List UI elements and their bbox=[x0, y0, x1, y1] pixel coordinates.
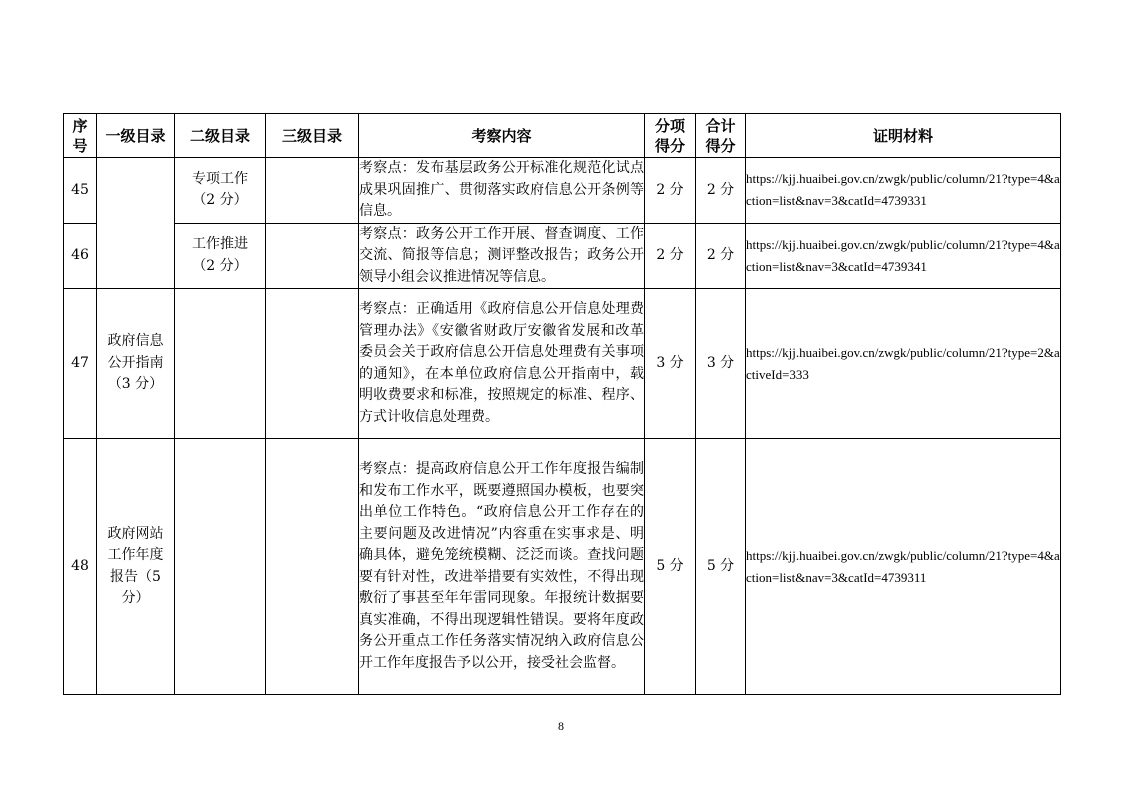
table-row bbox=[64, 223, 1061, 289]
row-content: 考察点：政务公开工作开展、督查调度、工作交流、简报等信息；测评整改报告；政务公开领导小组会议推进情况等信息。 bbox=[359, 223, 645, 289]
row-index: 48 bbox=[64, 439, 97, 695]
table-row bbox=[64, 289, 1061, 439]
header-evidence: 证明材料 bbox=[746, 114, 1061, 158]
table-row bbox=[64, 439, 1061, 695]
row-total-score: 2 分 bbox=[696, 223, 746, 289]
row-index: 45 bbox=[64, 158, 97, 224]
header-level1: 一级目录 bbox=[97, 114, 175, 158]
row-content: 考察点：正确适用《政府信息公开信息处理费管理办法》《安徽省财政厅安徽省发展和改革委员会关于政府信息公开信息处理费有关事项的通知》，在本单位政府信息公开指南中，载明收费要求和标准，按照规定的标准、程序、方式计收信息处理费。 bbox=[359, 289, 645, 439]
header-total-score: 合计得分 bbox=[696, 114, 746, 158]
row-level3 bbox=[266, 223, 359, 289]
row-level2: 专项工作（2 分） bbox=[175, 158, 266, 224]
row-level2 bbox=[175, 289, 266, 439]
page-number: 8 bbox=[558, 719, 564, 733]
row-level1: 政府网站工作年度报告（5 分） bbox=[97, 439, 175, 695]
row-evidence-link[interactable]: https://kjj.huaibei.gov.cn/zwgk/public/column/21?type=4&action=list&nav=3&catId=4739341 bbox=[746, 223, 1061, 289]
row-level3 bbox=[266, 439, 359, 695]
header-content: 考察内容 bbox=[359, 114, 645, 158]
row-level2 bbox=[175, 439, 266, 695]
assessment-table bbox=[63, 113, 1061, 695]
row-content: 考察点：发布基层政务公开标准化规范化试点成果巩固推广、贯彻落实政府信息公开条例等信息。 bbox=[359, 158, 645, 224]
header-row bbox=[64, 114, 1061, 158]
row-index: 47 bbox=[64, 289, 97, 439]
row-index: 46 bbox=[64, 223, 97, 289]
row-level1 bbox=[97, 158, 175, 289]
row-evidence-link[interactable]: https://kjj.huaibei.gov.cn/zwgk/public/column/21?type=2&activeId=333 bbox=[746, 289, 1061, 439]
row-item-score: 2 分 bbox=[645, 223, 696, 289]
row-evidence-link[interactable]: https://kjj.huaibei.gov.cn/zwgk/public/column/21?type=4&action=list&nav=3&catId=4739331 bbox=[746, 158, 1061, 224]
header-item-score: 分项得分 bbox=[645, 114, 696, 158]
row-item-score: 2 分 bbox=[645, 158, 696, 224]
row-evidence-link[interactable]: https://kjj.huaibei.gov.cn/zwgk/public/column/21?type=4&action=list&nav=3&catId=4739311 bbox=[746, 439, 1061, 695]
header-index: 序号 bbox=[64, 114, 97, 158]
row-level2: 工作推进（2 分） bbox=[175, 223, 266, 289]
row-item-score: 5 分 bbox=[645, 439, 696, 695]
row-total-score: 3 分 bbox=[696, 289, 746, 439]
row-content: 考察点：提高政府信息公开工作年度报告编制和发布工作水平，既要遵照国办模板，也要突出单位工作特色。“政府信息公开工作存在的主要问题及改进情况”内容重在实事求是、明确具体，避免笼统模糊、泛泛而谈。查找问题要有针对性，改进举措要有实效性，不得出现敷衍了事甚至年年雷同现象。年报统计数据要真实准确，不得出现逻辑性错误。要将年度政务公开重点工作任务落实情况纳入政府信息公开工作年度报告予以公开，接受社会监督。 bbox=[359, 439, 645, 695]
header-level2: 二级目录 bbox=[175, 114, 266, 158]
row-total-score: 2 分 bbox=[696, 158, 746, 224]
row-total-score: 5 分 bbox=[696, 439, 746, 695]
row-level1: 政府信息公开指南（3 分） bbox=[97, 289, 175, 439]
row-item-score: 3 分 bbox=[645, 289, 696, 439]
row-level3 bbox=[266, 158, 359, 224]
table-row bbox=[64, 158, 1061, 224]
row-level3 bbox=[266, 289, 359, 439]
header-level3: 三级目录 bbox=[266, 114, 359, 158]
